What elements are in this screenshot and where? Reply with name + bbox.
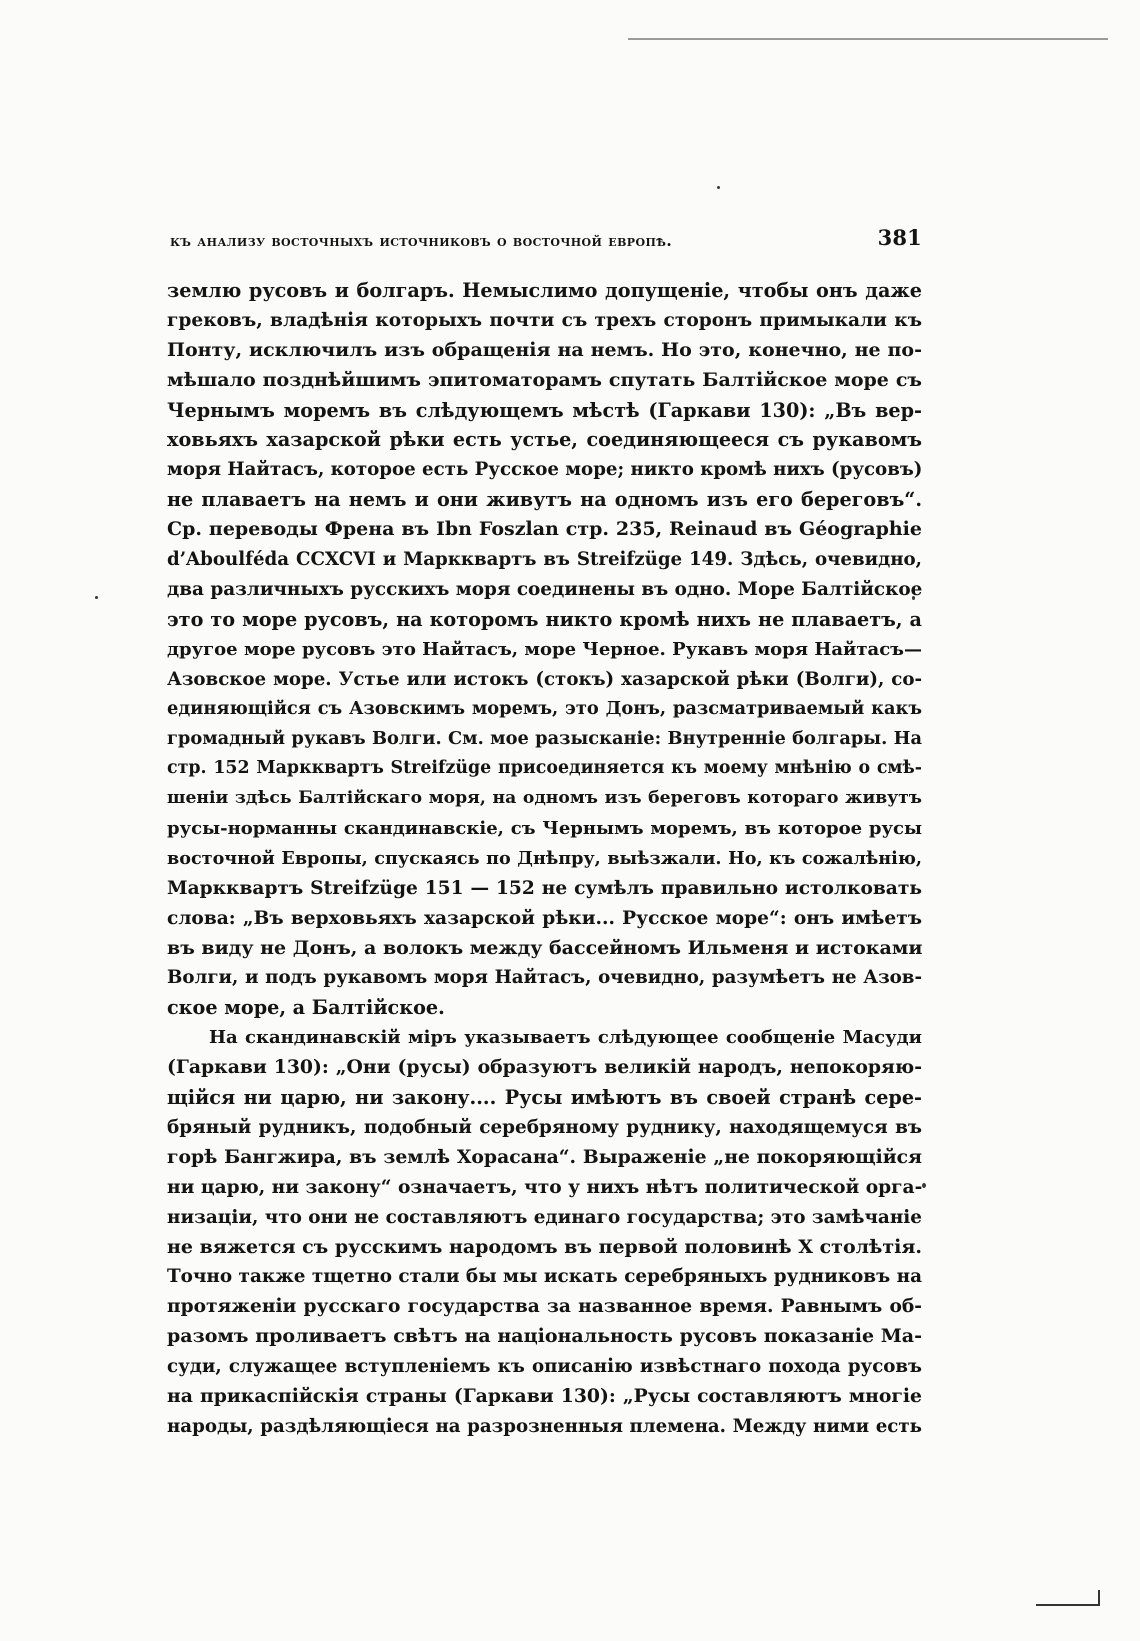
text-line: землю русовъ и болгаръ. Немыслимо допущеніе, чтобы онъ даже [167, 279, 922, 302]
text-line: грековъ, владѣнія которыхъ почти съ трехъ сторонъ примыкали къ [167, 309, 922, 331]
text-line: въ виду не Донъ, а волокъ между бассейномъ Ильменя и истоками [167, 936, 922, 959]
text-line: не плаваетъ на немъ и они живутъ на одномъ изъ его береговъ“. [167, 488, 922, 512]
page-number: 381 [877, 225, 922, 250]
text-line: низаціи, что они не составляютъ единаго государства; это замѣчаніе [167, 1206, 922, 1228]
ink-speck [95, 596, 98, 599]
text-line: Точно также тщетно стали бы мы искать серебряныхъ рудниковъ на [167, 1266, 922, 1288]
text-line: Ср. переводы Френа въ Ibn Foszlan стр. 235, Reinaud въ Géographie [167, 518, 922, 541]
text-line: протяженіи русскаго государства за названное время. Равнымъ об- [167, 1296, 922, 1318]
text-line: стр. 152 Маркквартъ Streifzüge присоединяется къ моему мнѣнію о смѣ- [167, 758, 922, 779]
text-line: щійся ни царю, ни закону.... Русы имѣютъ въ своей странѣ сере- [167, 1086, 922, 1110]
running-title: къ анализу восточныхъ источниковъ о восточной европѣ. [170, 231, 673, 250]
text-line: два различныхъ русскихъ моря соединены въ одно. Море Балтійское [167, 578, 922, 600]
text-line: единяющійся съ Азовскимъ моремъ, это Донъ, разсматриваемый какъ [167, 698, 922, 720]
text-line: слова: „Въ верховьяхъ хазарской рѣки... Русское море“: онъ имѣетъ [167, 907, 922, 929]
text-line: Волги, и подъ рукавомъ моря Найтасъ, очевидно, разумѣетъ не Азов- [167, 967, 922, 989]
text-line: горѣ Бангжира, въ землѣ Хорасана“. Выраженіе „не покоряющійся [167, 1145, 922, 1168]
body-text [167, 276, 922, 1442]
text-line: громадный рукавъ Волги. См. мое разысканіе: Внутренніе болгары. На [167, 728, 922, 750]
text-line: Чернымъ моремъ въ слѣдующемъ мѣстѣ (Гаркави 130): „Въ вер- [167, 398, 922, 422]
text-line: шеніи здѣсь Балтійскаго моря, на одномъ изъ береговъ котораго живутъ [167, 788, 922, 809]
running-head [170, 225, 922, 255]
top-edge-rule [628, 38, 1108, 40]
text-line: моря Найтасъ, которое есть Русское море; никто кромѣ нихъ (русовъ) [167, 459, 922, 481]
text-line: разомъ проливаетъ свѣтъ на національность русовъ показаніе Ма- [167, 1325, 922, 1348]
paragraph-start-line: На скандинавскій міръ указываетъ слѣдующее сообщеніе Масуди [209, 1027, 922, 1049]
text-line: Маркквартъ Streifzüge 151 — 152 не сумѣлъ правильно истолковать [167, 877, 922, 899]
text-line: ховьяхъ хазарской рѣки есть устье, соединяющееся съ рукавомъ [167, 428, 922, 452]
text-line: восточной Европы, спускаясь по Днѣпру, выѣзжали. Но, къ сожалѣнію, [167, 847, 922, 869]
text-line: мѣшало позднѣйшимъ эпитоматорамъ спутать Балтійское море съ [167, 368, 922, 391]
text-line: (Гаркави 130): „Они (русы) образуютъ великій народъ, непокоряю- [167, 1056, 922, 1079]
text-line: ни царю, ни закону“ означаетъ, что у нихъ нѣтъ политической орга- [167, 1176, 922, 1198]
ink-speck [717, 186, 720, 189]
text-line: это то море русовъ, на которомъ никто кромѣ нихъ не плаваетъ, а [167, 607, 922, 631]
text-line: не вяжется съ русскимъ народомъ въ первой половинѣ X столѣтія. [167, 1235, 922, 1258]
text-line: d’Aboulféda CCXCVI и Маркквартъ въ Streifzüge 149. Здѣсь, очевидно, [167, 549, 922, 571]
text-line: русы-норманны скандинавскіе, съ Чернымъ моремъ, въ которое русы [167, 818, 922, 840]
text-line: ское море, а Балтійское. [167, 996, 445, 1020]
text-line: на прикаспійскія страны (Гаркави 130): „Русы составляютъ многіе [167, 1384, 922, 1407]
ink-speck [922, 1183, 926, 1188]
text-line: суди, служащее вступленіемъ къ описанію извѣстнаго похода русовъ [167, 1356, 922, 1378]
text-line: другое море русовъ это Найтасъ, море Черное. Рукавъ моря Найтасъ— [167, 638, 922, 660]
text-line: народы, раздѣляющіеся на разрозненныя племена. Между ними есть [167, 1415, 922, 1437]
corner-crop-mark [1036, 1590, 1100, 1606]
text-line: Азовское море. Устье или истокъ (стокъ) хазарской рѣки (Волги), со- [167, 668, 922, 690]
text-line: Понту, исключилъ изъ обращенія на немъ. Но это, конечно, не по- [167, 338, 922, 361]
text-line: бряный рудникъ, подобный серебряному руднику, находящемуся въ [167, 1116, 922, 1138]
